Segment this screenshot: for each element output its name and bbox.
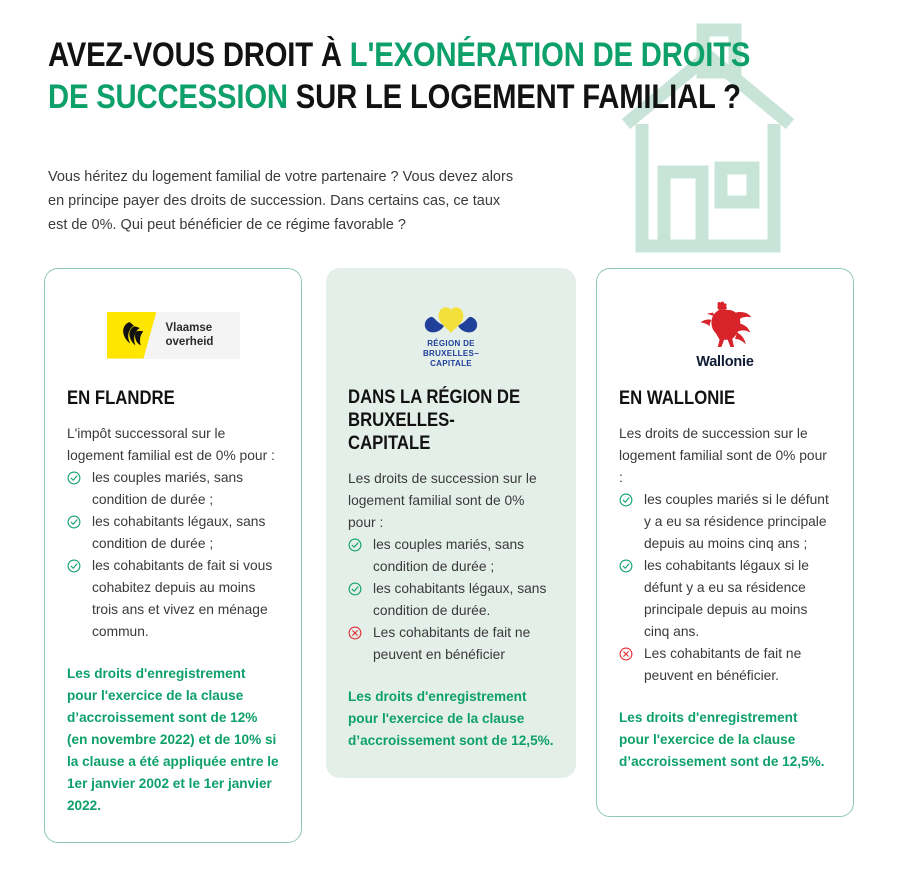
wallonia-logo-wrap bbox=[619, 291, 831, 379]
bx-logo-line-3: CAPITALE bbox=[430, 358, 472, 368]
flanders-logo-wrap bbox=[67, 291, 279, 379]
card-wallonia bbox=[596, 268, 854, 817]
list-item bbox=[619, 555, 831, 643]
check-circle-icon bbox=[348, 582, 368, 596]
title-segment-green-2: DE SUCCESSION bbox=[48, 78, 288, 116]
bullet-list-wallonia bbox=[619, 489, 831, 687]
title-segment-green: L'EXONÉRATION DE DROITS bbox=[349, 36, 751, 74]
list-item-label: les couples mariés, sans condition de durée ; bbox=[373, 537, 525, 574]
check-circle-icon bbox=[348, 538, 368, 552]
card-heading-flanders: EN FLANDRE bbox=[67, 388, 175, 409]
check-circle-icon bbox=[67, 515, 87, 529]
list-item bbox=[619, 643, 831, 687]
list-item-label: les cohabitants de fait si vous cohabitez depuis au moins trois ans et vivez en ménage commun. bbox=[92, 558, 273, 639]
list-item-label: Les cohabitants de fait ne peuvent en bénéficier bbox=[373, 625, 531, 662]
list-item bbox=[348, 622, 554, 666]
card-flanders bbox=[44, 268, 302, 843]
page-header bbox=[48, 34, 751, 118]
check-circle-icon bbox=[619, 559, 639, 573]
card-lead-flanders: L'impôt successoral sur le logement familial est de 0% pour : bbox=[67, 426, 275, 463]
list-item bbox=[619, 489, 831, 555]
vlaamse-overheid-logo bbox=[107, 312, 240, 359]
list-item bbox=[348, 534, 554, 578]
card-heading-brussels: DANS LA RÉGION DE BRUXELLES-CAPITALE bbox=[348, 387, 521, 454]
vlaamse-overheid-wordmark bbox=[157, 312, 240, 359]
brussels-iris-icon bbox=[420, 300, 482, 336]
list-item-label: les cohabitants légaux si le défunt y a eu sa résidence principale depuis au moins cinq ans. bbox=[644, 558, 809, 639]
check-circle-icon bbox=[67, 471, 87, 485]
card-lead-wallonia: Les droits de succession sur le logement familial sont de 0% pour : bbox=[619, 426, 827, 485]
bullet-list-flanders bbox=[67, 467, 279, 643]
card-lead-brussels: Les droits de succession sur le logement familial sont de 0% pour : bbox=[348, 471, 537, 530]
list-item-label: les couples mariés si le défunt y a eu sa résidence principale depuis au moins cinq ans ; bbox=[644, 492, 829, 551]
bx-logo-line-2: BRUXELLES− bbox=[422, 348, 480, 358]
intro-paragraph: Vous héritez du logement familial de votre partenaire ? Vous devez alors en principe payer des droits de succession. Dans certains cas, ce taux est de 0%. Qui peut bénéficier de ce régime favorable ? bbox=[48, 169, 514, 233]
card-heading-wallonia: EN WALLONIE bbox=[619, 388, 736, 409]
list-item bbox=[67, 467, 279, 511]
brussels-wordmark bbox=[420, 339, 482, 369]
vl-logo-line-2: overheid bbox=[165, 336, 214, 348]
list-item bbox=[348, 578, 554, 622]
card-note-brussels: Les droits d'enregistrement pour l'exercice de la clause d’accroissement sont de 12,5%. bbox=[348, 689, 554, 748]
card-note-flanders: Les droits d'enregistrement pour l'exercice de la clause d’accroissement sont de 12% (en novembre 2022) et de 10% si la clause a été appliquée entre le 1er janvier 2002 et le 1er janvier 2022. bbox=[67, 666, 279, 813]
wallonia-rooster-icon bbox=[696, 300, 754, 356]
list-item-label: les cohabitants légaux, sans condition de durée. bbox=[373, 581, 547, 618]
brussels-logo-wrap bbox=[348, 290, 554, 378]
wallonie-wordmark: Wallonie bbox=[696, 354, 754, 370]
list-item bbox=[67, 555, 279, 643]
cross-circle-icon bbox=[348, 626, 368, 640]
cross-circle-icon bbox=[619, 647, 639, 661]
page-title-line-2 bbox=[48, 76, 741, 118]
region-de-bruxelles-capitale-logo bbox=[420, 300, 482, 369]
check-circle-icon bbox=[67, 559, 87, 573]
list-item-label: les cohabitants légaux, sans condition de durée ; bbox=[92, 514, 266, 551]
wallonie-logo bbox=[696, 300, 754, 370]
bx-logo-line-1: RÉGION DE bbox=[427, 338, 475, 348]
page-title-line-1 bbox=[48, 34, 751, 76]
check-circle-icon bbox=[619, 493, 639, 507]
card-note-wallonia: Les droits d'enregistrement pour l'exercice de la clause d’accroissement sont de 12,5%. bbox=[619, 710, 825, 769]
vl-logo-line-1: Vlaamse bbox=[165, 322, 213, 334]
list-item-label: les couples mariés, sans condition de durée ; bbox=[92, 470, 244, 507]
bullet-list-brussels bbox=[348, 534, 554, 666]
list-item bbox=[67, 511, 279, 555]
title-segment-black-2: SUR LE LOGEMENT FAMILIAL ? bbox=[287, 78, 741, 116]
flemish-lion-icon bbox=[107, 312, 157, 359]
card-brussels bbox=[326, 268, 576, 778]
list-item-label: Les cohabitants de fait ne peuvent en bénéficier. bbox=[644, 646, 802, 683]
title-segment-black: AVEZ-VOUS DROIT À bbox=[48, 36, 350, 74]
